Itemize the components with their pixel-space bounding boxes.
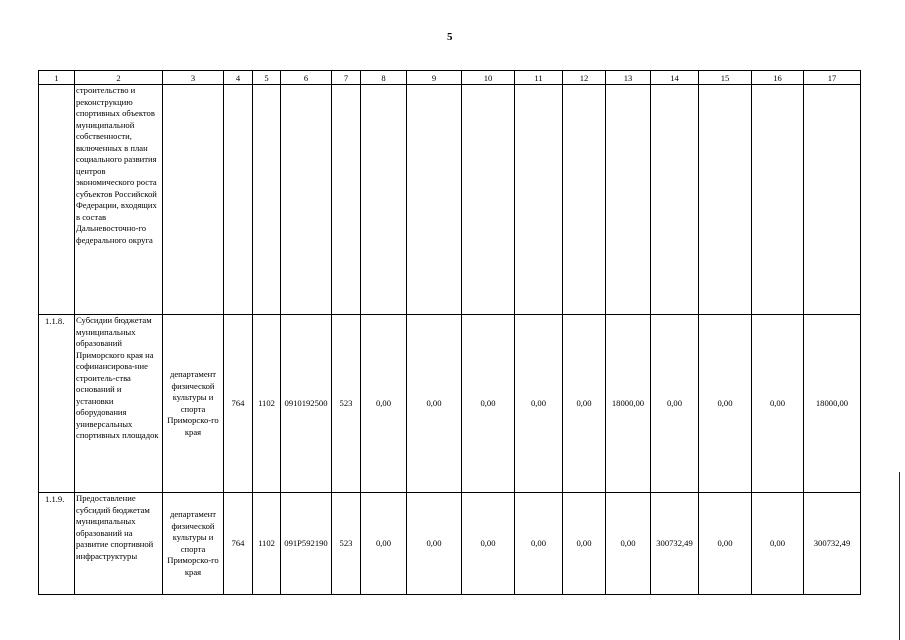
page-number: 5 (447, 31, 453, 43)
executor-cell (163, 85, 224, 315)
column-header: 14 (651, 71, 699, 85)
column-header: 12 (563, 71, 606, 85)
column-header: 16 (752, 71, 804, 85)
cell: 0,00 (651, 315, 699, 493)
cell: 0,00 (361, 493, 407, 595)
cell: 0,00 (563, 315, 606, 493)
cell: 0,00 (752, 493, 804, 595)
cell (361, 85, 407, 315)
cell: 523 (332, 493, 361, 595)
cell (224, 85, 253, 315)
cell: 300732,49 (804, 493, 861, 595)
row-number-cell: 1.1.8. (39, 315, 75, 493)
cell (804, 85, 861, 315)
budget-table (38, 70, 861, 595)
cell (332, 85, 361, 315)
cell (407, 85, 462, 315)
cell: 0,00 (462, 315, 515, 493)
description-cell: Предоставление субсидий бюджетам муниципальных образований на развитие спортивной инфраструктуры (75, 493, 163, 595)
column-header: 15 (699, 71, 752, 85)
executor-cell: департамент физической культуры и спорта Приморско-го края (163, 493, 224, 595)
cell: 764 (224, 315, 253, 493)
cell: 0,00 (515, 493, 563, 595)
table-header-row (39, 71, 861, 85)
cell: 0,00 (407, 315, 462, 493)
cell (515, 85, 563, 315)
description-cell: строительство и реконструкцию спортивных объектов муниципальной собственности, включенных в план социального развития центров экономического роста субъектов Российской Федерации, входящих в состав Дальневосточно-го федерального округа (75, 85, 163, 315)
cell: 0,00 (699, 315, 752, 493)
column-header: 17 (804, 71, 861, 85)
column-header: 7 (332, 71, 361, 85)
scan-edge-line (899, 472, 900, 640)
cell: 300732,49 (651, 493, 699, 595)
cell: 18000,00 (804, 315, 861, 493)
table-row (39, 315, 861, 493)
cell (253, 85, 281, 315)
column-header: 6 (281, 71, 332, 85)
cell (563, 85, 606, 315)
column-header: 8 (361, 71, 407, 85)
cell: 764 (224, 493, 253, 595)
column-header: 9 (407, 71, 462, 85)
column-header: 13 (606, 71, 651, 85)
cell: 18000,00 (606, 315, 651, 493)
cell (651, 85, 699, 315)
column-header: 5 (253, 71, 281, 85)
column-header: 1 (39, 71, 75, 85)
table-row (39, 85, 861, 315)
cell (462, 85, 515, 315)
cell: 1102 (253, 315, 281, 493)
column-header: 4 (224, 71, 253, 85)
column-header: 3 (163, 71, 224, 85)
row-number-cell: 1.1.9. (39, 493, 75, 595)
row-number-cell (39, 85, 75, 315)
cell: 1102 (253, 493, 281, 595)
cell: 0,00 (515, 315, 563, 493)
column-header: 2 (75, 71, 163, 85)
cell (752, 85, 804, 315)
cell (606, 85, 651, 315)
cell (281, 85, 332, 315)
cell: 0,00 (407, 493, 462, 595)
cell: 091Р592190 (281, 493, 332, 595)
table-row (39, 493, 861, 595)
cell: 0,00 (752, 315, 804, 493)
cell: 0,00 (606, 493, 651, 595)
cell: 0,00 (462, 493, 515, 595)
cell: 0,00 (699, 493, 752, 595)
description-cell: Субсидии бюджетам муниципальных образований Приморского края на софинансирова-ние строитель-ства оснований и установки оборудования универсальных спортивных площадок (75, 315, 163, 493)
cell: 0,00 (563, 493, 606, 595)
column-header: 10 (462, 71, 515, 85)
cell (699, 85, 752, 315)
column-header: 11 (515, 71, 563, 85)
cell: 0910192500 (281, 315, 332, 493)
cell: 523 (332, 315, 361, 493)
cell: 0,00 (361, 315, 407, 493)
executor-cell: департамент физической культуры и спорта Приморско-го края (163, 315, 224, 493)
